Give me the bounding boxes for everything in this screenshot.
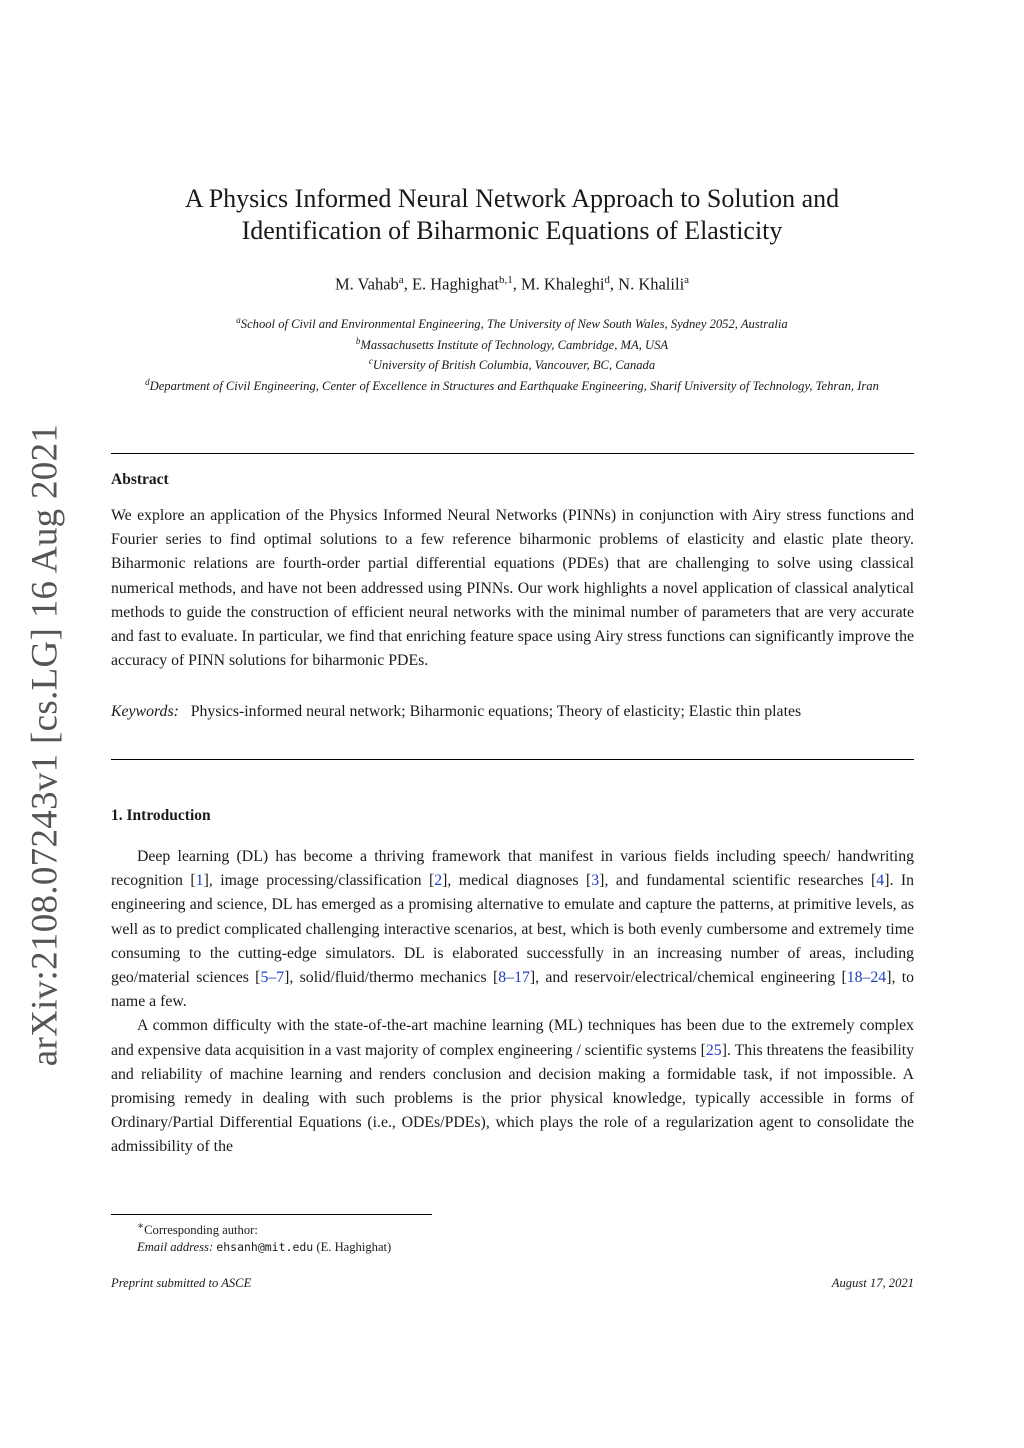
affiliation-item: $^b$Massachusetts Institute of Technology, Cambridge, MA, USA (355, 335, 669, 352)
author-name: M. Vahab (334, 274, 399, 294)
paragraph-1: Deep learning (DL) has become a thriving framework that manifest in various fields including speech/ handwriting recognition [1], image processing/classification [2], medical diagnoses [3], and fundamental scientific researches [4]. In engineering and science, DL has emerged as a promising alternative to emulate and capture the patterns, at primitive levels, as well as to predict complicated challenging interactive scenarios, at best, which is both evenly cumbersome and extremely time consuming to the cutting-edge simulators. DL is elaborated successfully in an increasing number of areas, including geo/material sciences [5–7], solid/fluid/thermo mechanics [8–17], and reservoir/electrical/chemical engineering [18–24], to name a few. (111, 848, 915, 1011)
paragraph-2: A common difficulty with the state-of-the-art machine learning (ML) techniques has been due to the extremely complex and expensive data acquisition in a vast majority of complex engineering / scientific systems [25]. This threatens the feasibility and reliability of machine learning and renders conclusion and decision making a formidable task, if not impossible. A promising remedy in dealing with such problems is the prior physical knowledge, typically accessible in forms of Ordinary/Partial Differential Equations (i.e., ODEs/PDEs), which plays the role of a regularization agent to consolidate the admissibility of the (111, 1017, 914, 1156)
citation-link[interactable]: 1 (195, 872, 204, 890)
citation-link[interactable]: 8–17 (498, 969, 530, 987)
keywords-label: Keywords: (111, 703, 179, 720)
author-affiliation-mark: a (398, 274, 404, 286)
footnote-mark: ∗ (137, 1221, 145, 1232)
introduction-body (111, 845, 914, 1160)
email-owner: (E. Haghighat) (316, 1240, 392, 1255)
affiliation-item: $^a$School of Civil and Environmental Engineering, The University of New South Wales, Sydney 2052, Australia (236, 315, 788, 332)
abstract-heading: Abstract (111, 471, 169, 488)
abstract-text: We explore an application of the Physics Informed Neural Networks (PINNs) in conjunction with Airy stress functions and Fourier series to find optimal solutions to a few reference biharmonic problems of elasticity and elastic plate theory. Biharmonic relations are fourth-order partial differential equations (PDEs) that are challenging to solve using classical numerical methods, and have not been addressed using PINNs. Our work highlights a novel application of classical analytical methods to guide the construction of efficient neural networks with the minimal number of parameters that are very accurate and fast to evaluate. In particular, we find that enriching feature space using Airy stress functions can significantly improve the accuracy of PINN solutions for biharmonic PDEs. (111, 507, 914, 670)
email-address[interactable]: ehsanh@mit.edu (216, 1240, 314, 1255)
author-affiliation-mark: b,1 (499, 274, 513, 286)
keywords (111, 702, 914, 722)
affiliation-item: $^c$University of British Columbia, Vancouver, BC, Canada (368, 356, 656, 373)
citation-link[interactable]: 4 (876, 872, 885, 890)
author-name: N. Khalili (618, 274, 685, 294)
citation-link[interactable]: 2 (434, 872, 443, 890)
author-list: M. Vahab$^a$, E. Haghighat$^{b,1}$, M. Khaleghi$^d$, N. Khalili$^a$ (334, 274, 690, 294)
email-label: Email address: (137, 1240, 214, 1255)
author-name: E. Haghighat (411, 274, 499, 294)
abstract-top-rule (111, 453, 914, 454)
affiliation-list (115, 312, 909, 394)
title-line-2: Identification of Biharmonic Equations of Elasticity (241, 216, 783, 245)
section-heading-introduction: 1. Introduction (111, 807, 211, 824)
footnote (111, 1218, 391, 1256)
author-name: M. Khaleghi (521, 274, 605, 294)
paper-title (0, 183, 1024, 247)
title-line-1: A Physics Informed Neural Network Approach to Solution and (184, 184, 840, 213)
author-affiliation-mark: d (604, 274, 610, 286)
preprint-note: Preprint submitted to ASCE (111, 1276, 252, 1290)
citation-link[interactable]: 5–7 (260, 969, 285, 987)
footnote-rule (111, 1214, 432, 1215)
author-affiliation-mark: a (684, 274, 690, 286)
citation-link[interactable]: 25 (705, 1041, 722, 1059)
affiliation-item: $^d$Department of Civil Engineering, Center of Excellence in Structures and Earthquake Engineering, Sharif University of Technology, Tehran, Iran (145, 376, 879, 393)
arxiv-stamp: arXiv:2108.07243v1 [cs.LG] 16 Aug 2021 (24, 423, 66, 1067)
citation-link[interactable]: 3 (591, 872, 600, 890)
keywords-text: Physics-informed neural network; Biharmonic equations; Theory of elasticity; Elastic thin plates (190, 703, 802, 720)
preprint-date: August 17, 2021 (831, 1276, 914, 1290)
citation-link[interactable]: 18–24 (846, 969, 887, 987)
abstract-bottom-rule (111, 759, 914, 760)
corresponding-author-label: Corresponding author: (144, 1223, 258, 1238)
